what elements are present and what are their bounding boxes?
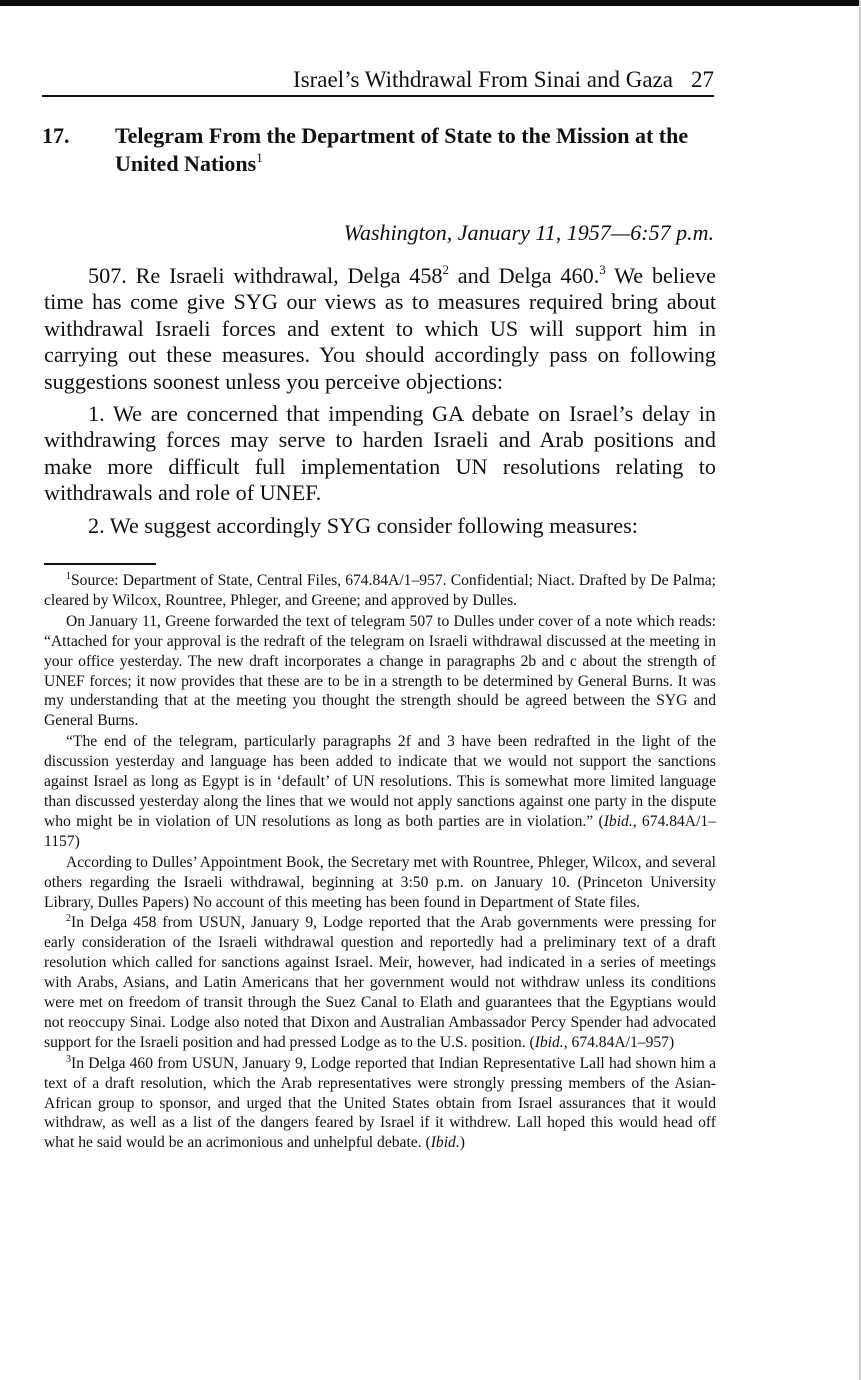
footnote-1-para-3	[44, 732, 716, 851]
body-p1-part-a: 507. Re Israeli withdrawal, Delga 458	[88, 263, 443, 288]
footnote-2-text: In Delga 458 from USUN, January 9, Lodge reported that the Arab governments were pressing for early consideration of the Israeli withdrawal question and reportedly had a preliminary text of a draft resolution which called for sanctions against Israel. Meir, however, had indicated in a series of meetings with Arabs, Asians, and Latin Americans that her government would not withdraw unless its conditions were met on freedom of transit through the Suez Canal to Elath and guarantees that the Egyptians would not reoccupy Sinai. Lodge also noted that Dixon and Australian Ambassador Percy Spender had advocated support for the Israeli position and had pressed Lodge as to the U.S. position. (	[44, 914, 716, 1051]
footnote-2-mark: 2	[66, 913, 71, 925]
footnote-2-ibid: Ibid.	[534, 1033, 564, 1051]
footnote-1-para-3-cite: , 674.84A/1–1157)	[44, 812, 716, 850]
dateline: Washington, January 11, 1957—6:57 p.m.	[343, 220, 714, 245]
document-number: 17.	[42, 123, 70, 148]
body-p1-part-b: and Delga 460.	[449, 263, 600, 288]
body-paragraph-3: 2. We suggest accordingly SYG consider following measures:	[88, 512, 638, 538]
body-paragraph-2: 1. We are concerned that impending GA debate on Israel’s delay in withdrawing forces may serve to harden Israeli and Arab positions and make more difficult full implementation UN resolutions relating to withdrawals and role of UNEF.	[44, 401, 716, 506]
footnotes	[44, 571, 716, 1154]
footnote-3-close: )	[459, 1134, 465, 1152]
footnote-3-mark: 3	[66, 1053, 71, 1065]
footnote-2	[44, 913, 716, 1052]
running-header	[42, 66, 714, 94]
telegram-body	[44, 263, 716, 545]
footnote-rule	[44, 563, 156, 565]
footnote-1-mark: 1	[66, 571, 71, 582]
footnote-1-para-2: On January 11, Greene forwarded the text of telegram 507 to Dulles under cover of a note which reads: “Attached for your approval is the redraft of the telegram on Israeli withdrawal discussed at the meeting in your office yesterday. The new draft incorporates a change in paragraphs 2b and c about the strength of UNEF forces; it now provides that these are to be in a strength to be determined by General Burns. It was my understanding that at the meeting you thought the strength should be agreed between the SYG and General Burns.	[44, 612, 716, 730]
running-header-title: Israel’s Withdrawal From Sinai and Gaza	[293, 67, 673, 92]
footnote-ref-3: 3	[599, 262, 606, 277]
footnote-ref-2: 2	[442, 262, 450, 277]
footnote-1	[44, 571, 716, 611]
document-title	[115, 122, 715, 178]
scan-top-border	[0, 0, 861, 6]
footnote-3	[44, 1054, 716, 1154]
footnote-1-para-3-ibid: Ibid.	[603, 812, 633, 830]
document-title-text: Telegram From the Department of State to the Mission at the United Nations	[115, 123, 689, 176]
body-p1-part-c: We believe time has come give SYG our views as to measures required bring about withdrawal Israeli forces and extent to which US will support him in carrying out these measures. You should accordingly pass on following suggestions soonest unless you perceive objections:	[44, 263, 717, 394]
footnote-1-para-3-text: “The end of the telegram, particularly paragraphs 2f and 3 have been redrafted in the light of the discussion yesterday and language has been added to indicate that we would not support the sanctions against Israel as long as Egypt is in ‘default’ of UN resolutions. This is somewhat more limited language than discussed yesterday along the lines that we would not apply sanctions against one party in the dispute who might be in violation of UN resolutions as long as both parties are in violation.” (	[44, 733, 716, 830]
footnote-1-text: Source: Department of State, Central Files, 674.84A/1–957. Confidential; Niact. Drafted by De Palma; cleared by Wilcox, Rountree, Phleger, and Greene; and approved by Dulles.	[44, 572, 716, 609]
header-rule	[42, 95, 714, 97]
title-footnote-ref: 1	[256, 150, 263, 165]
footnote-3-text: In Delga 460 from USUN, January 9, Lodge reported that Indian Representative Lall had shown him a text of a draft resolution, which the Arab representatives were strongly pressing members of the Asian-African group to sponsor, and urged that the United States obtain from Israel assurances that it would withdraw, as well as a list of the dangers feared by Israel if it withdrew. Lall hoped this would head off what he said would be an acrimonious and unhelpful debate. (	[44, 1054, 716, 1152]
page-number: 27	[691, 67, 714, 92]
footnote-2-cite: , 674.84A/1–957)	[563, 1033, 675, 1051]
footnote-1-para-4: According to Dulles’ Appointment Book, the Secretary met with Rountree, Phleger, Wilcox, and several others regarding the Israeli withdrawal, beginning at 3:50 p.m. on January 10. (Princeton University Library, Dulles Papers) No account of this meeting has been found in Department of State files.	[44, 853, 716, 911]
body-paragraph-1	[44, 263, 716, 395]
footnote-3-ibid: Ibid.	[430, 1134, 460, 1152]
